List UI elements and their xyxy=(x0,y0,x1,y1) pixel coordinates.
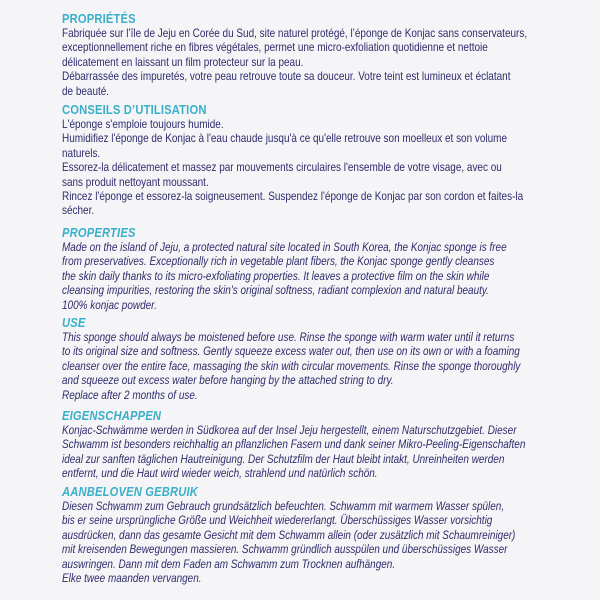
text-line: This sponge should always be moistened before use. Rinse the sponge with warm water until it returns xyxy=(62,330,515,344)
section-heading: USE xyxy=(62,315,86,330)
text-line: 100% konjac powder. xyxy=(62,297,157,312)
section-heading: AANBELOVEN GEBRUIK xyxy=(62,484,199,499)
text-line: Elke twee maanden vervangen. xyxy=(62,571,202,586)
section-proprietes xyxy=(62,11,582,98)
text-line: Humidifiez l'éponge de Konjac à l'eau chaude jusqu'à ce qu'elle retrouve son moelleux et son volume xyxy=(62,131,508,146)
text-line: and squeeze out excess water before hanging by the attached string to dry. xyxy=(62,373,394,388)
text-line: Made on the island of Jeju, a protected natural site located in South Korea, the Konjac sponge is free xyxy=(62,240,507,254)
text-line: mit kreisenden Bewegungen massieren. Schwamm gründlich ausspülen und überschüssiges Wasser xyxy=(62,542,508,557)
text-line: bis er seine ursprüngliche Größe und Weichheit wiedererlangt. Überschüssiges Wasser vorsichtig xyxy=(62,513,493,528)
section-heading: CONSEILS D’UTILISATION xyxy=(62,102,207,117)
text-line: cleanser over the entire face, massaging the skin with circular movements. Rinse the sponge thoroughly xyxy=(62,358,521,373)
text-line: exceptionnellement riche en fibres végétales, permet une micro-exfoliation quotidienne et nettoie xyxy=(62,40,488,55)
section-eigenschappen xyxy=(62,408,582,481)
text-line: sécher. xyxy=(62,203,95,218)
text-line: Essorez-la délicatement et massez par mouvements circulaires l'ensemble de votre visage, avec ou xyxy=(62,160,502,175)
text-line: Schwamm ist besonders reichhaltig an pflanzlichen Fasern und dank seiner Mikro-Peeling-Eigenschaften xyxy=(62,437,526,452)
section-conseils-utilisation xyxy=(62,102,582,218)
section-aanbeloven-gebruik xyxy=(62,484,582,585)
section-properties xyxy=(62,225,582,312)
section-heading: PROPERTIES xyxy=(62,225,136,240)
text-line: the skin daily thanks to its micro-exfoliating properties. It leaves a protective film on the skin while xyxy=(62,268,490,283)
text-line: Rincez l'éponge et essorez-la soigneusement. Suspendez l'éponge de Konjac par son cordon et faites-la xyxy=(62,189,524,204)
text-line: de beauté. xyxy=(62,83,110,98)
text-line: cleansing impurities, restoring the skin's original softness, radiant complexion and natural beauty. xyxy=(62,283,489,298)
text-line: Konjac-Schwämme werden in Südkorea auf der Insel Jeju hergestellt, einem Naturschutzgebiet. Dieser xyxy=(62,423,517,437)
text-line: naturels. xyxy=(62,145,101,160)
section-heading: EIGENSCHAPPEN xyxy=(62,408,162,423)
text-line: entfernt, und die Haut wird wieder weich, strahlend und natürlich schön. xyxy=(62,466,378,481)
text-line: ideal zur sanften täglichen Hautreinigung. Der Schutzfilm der Haut bleibt intakt, Unreinheiten werden xyxy=(62,451,505,466)
text-line: to its original size and softness. Gently squeeze excess water out, then use on its own or with a foaming xyxy=(62,344,520,359)
text-line: délicatement en laissant un film protecteur sur la peau. xyxy=(62,54,304,69)
text-line: ausdrücken, dann das gesamte Gesicht mit dem Schwamm allein (oder zusätzlich mit Schaumreiniger) xyxy=(62,527,516,542)
text-line: Diesen Schwamm zum Gebrauch grundsätzlich befeuchten. Schwamm mit warmem Wasser spülen, xyxy=(62,499,505,513)
section-heading: PROPRIÉTÉS xyxy=(62,11,136,26)
text-line: Replace after 2 months of use. xyxy=(62,387,198,402)
text-line: from preservatives. Exceptionally rich in vegetable plant fibers, the Konjac sponge gently cleanses xyxy=(62,254,495,269)
text-line: sans produit nettoyant moussant. xyxy=(62,174,209,189)
text-line: auswringen. Dann mit dem Faden am Schwamm zum Trocknen aufhängen. xyxy=(62,556,396,571)
section-use xyxy=(62,315,582,402)
text-line: Débarrassée des impuretés, votre peau retrouve toute sa douceur. Votre teint est lumineux et éclatant xyxy=(62,69,511,84)
text-line: L'éponge s'emploie toujours humide. xyxy=(62,117,224,131)
text-line: Fabriquée sur l’île de Jeju en Corée du Sud, site naturel protégé, l’éponge de Konjac sans conservateurs, xyxy=(62,26,528,40)
